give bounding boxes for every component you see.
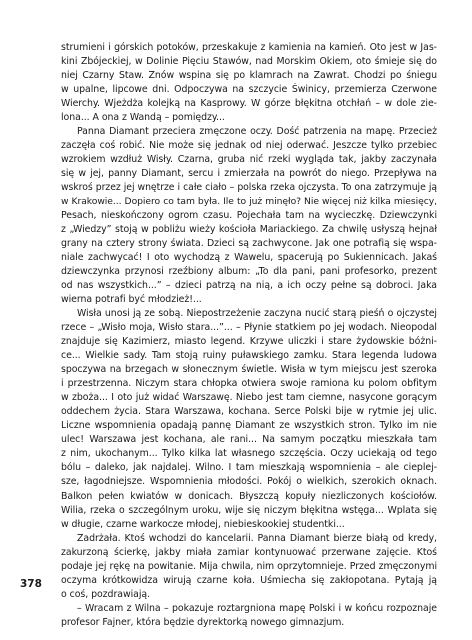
text-line: Panna Diamant przeciera zmęczone oczy. Dość patrzenia na mapę. Przecież — [77, 126, 437, 138]
text-line: wzrokiem wzdłuż Wisły. Czarna, gruba nić rzeki wygląda tak, jakby zaczynała — [61, 154, 437, 166]
text-line: grany na cztery strony świata. Dzieci są zachwycone. Jak one potrafią się wspa- — [61, 238, 437, 250]
text-line: Wisła unosi ją ze sobą. Niepostrzeżenie zaczyna nucić starą pieśń o ojczystej — [77, 308, 437, 320]
text-line: kini Zbójeckiej, w Dolinie Pięciu Stawów, nad Morskim Okiem, oto śmieje się do — [61, 56, 437, 68]
text-line: lona... A ona z Wandą – pomiędzy... — [61, 112, 225, 124]
text-line: Zadrżała. Ktoś wchodzi do kancelarii. Panna Diamant bierze białą od kredy, — [77, 532, 437, 544]
text-line: oddechem życia. Stara Warszawa, kochana. Serce Polski bije w rytmie jej ulic. — [61, 406, 437, 418]
text-line: w zboża... I oto już widać Warszawę. Niebo jest tam ciemne, nasycone gorącym — [61, 392, 437, 404]
text-line: się w jej, panny Diamant, sercu i zmierzała na powrót do niego. Przepływa na — [61, 168, 437, 180]
text-line: – Wracam z Wilna – pokazuje roztargniona mapę Polski i w końcu rozpoznaje — [77, 602, 437, 614]
text-line: zaczęła coś robić. Nie może się jednak od niej oderwać. Jeszcze tylko przebiec — [61, 140, 437, 152]
text-line: znajduje się Kazimierz, miasto legend. Krzywe uliczki i stare żydowskie bóżni- — [61, 336, 437, 348]
text-line: sze, łagodniejsze. Wspomnienia młodości. Pokój o wielkich, szerokich oknach. — [61, 476, 437, 488]
text-line: rzece – „Wisło moja, Wisło stara...”... – Płynie statkiem po jej wodach. Nieopodal — [61, 322, 437, 334]
text-line: i przestrzenna. Niczym stara chłopka otwiera swoje ramiona ku polom obfitym — [61, 378, 437, 390]
text-line: podaje jej rękę na powitanie. Mija chwila, nim oprzytomnieje. Przed zmęczonymi — [61, 560, 437, 572]
text-line: oczyma krótkowidza wirują czarne koła. Uśmiecha się zakłopotana. Pytają ją — [61, 574, 437, 586]
text-line: od nas wszystkich...” – dzieci patrzą na nią, a ich oczy pełne są dobroci. Jaka — [61, 280, 437, 292]
text-line: wierna potrafi być młodzież!... — [61, 294, 202, 306]
text-line: strumieni i górskich potoków, przeskakuje z kamienia na kamień. Oto jest w Jas- — [61, 42, 437, 53]
text-line: bólu – daleko, jak najdalej. Wilno. I tam mieszkają wspomnienia – ale cieplej- — [61, 462, 437, 474]
body-text — [61, 41, 437, 630]
text-line: Balkon pełen kwiatów w donicach. Błyszczą kopuły niezliczonych kościołów. — [61, 490, 437, 502]
text-line: w Krakowie... Dopiero co tam była. Ile to już minęło? Nie więcej niż kilka miesięcy, — [61, 196, 437, 208]
text-line: Wierchy. Wjeżdża kolejką na Kasprowy. W górze błękitna otchłań – w dole zie- — [61, 98, 437, 110]
text-line: ce... Wielkie sady. Tam stoją ruiny puławskiego zamku. Stara legenda ludowa — [61, 350, 437, 362]
text-line: niale zachwycać! I oto wychodzą z Wawelu, spacerują po Sukiennicach. Jakaś — [61, 252, 437, 264]
text-line: z „Wiedzy” stoją w pobliżu wieży kościoła Mariackiego. Za chwilę usłyszą hejnał — [61, 224, 437, 236]
text-line: Pesach, nieskończony ogrom czasu. Pojechała tam na wycieczkę. Dziewczynki — [61, 210, 437, 222]
text-line: w długie, czarne warkocze młodej, niebieskookiej studentki... — [61, 518, 345, 530]
text-line: profesor Fajner, która będzie dyrektorką nowego gimnazjum. — [61, 616, 345, 628]
text-line: z nim, ukochanym... Tylko kilka lat własnego szczęścia. Oczy uciekają od tego — [61, 448, 437, 460]
text-line: spoczywa na brzegach w słonecznym świetle. Wisła w tym miejscu jest szeroka — [61, 364, 437, 376]
text-line: niej Czarny Staw. Znów wspina się po klamrach na Zawrat. Chodzi po śniegu — [61, 70, 437, 82]
text-line: zakurzoną ścierkę, jakby miała zamiar kontynuować przerwane zajęcie. Ktoś — [61, 546, 437, 558]
text-line: wskroś przez jej wnętrze i całe ciało – polska rzeka ojczysta. To ona zatrzymuje ją — [61, 182, 437, 194]
text-line: o coś, pozdrawiają. — [61, 588, 151, 600]
text-line: Liczne wspomnienia opadają pannę Diamant ze wszystkich stron. Tylko im nie — [61, 420, 437, 432]
text-line: Wilia, rzeka o szczególnym uroku, wije się niczym błękitna wstęga... Wplata się — [61, 504, 437, 516]
text-line: dziewczynka przynosi rzeźbiony album: „To dla pani, pani profesorko, prezent — [61, 266, 437, 278]
page-number: 378 — [20, 578, 42, 590]
text-line: w upalne, lipcowe dni. Odpoczywa na szczycie Świnicy, przemierza Czerwone — [61, 84, 437, 96]
text-line: ulec! Warszawa jest kochana, ale rani... Na samym początku mieszkała tam — [61, 434, 437, 446]
